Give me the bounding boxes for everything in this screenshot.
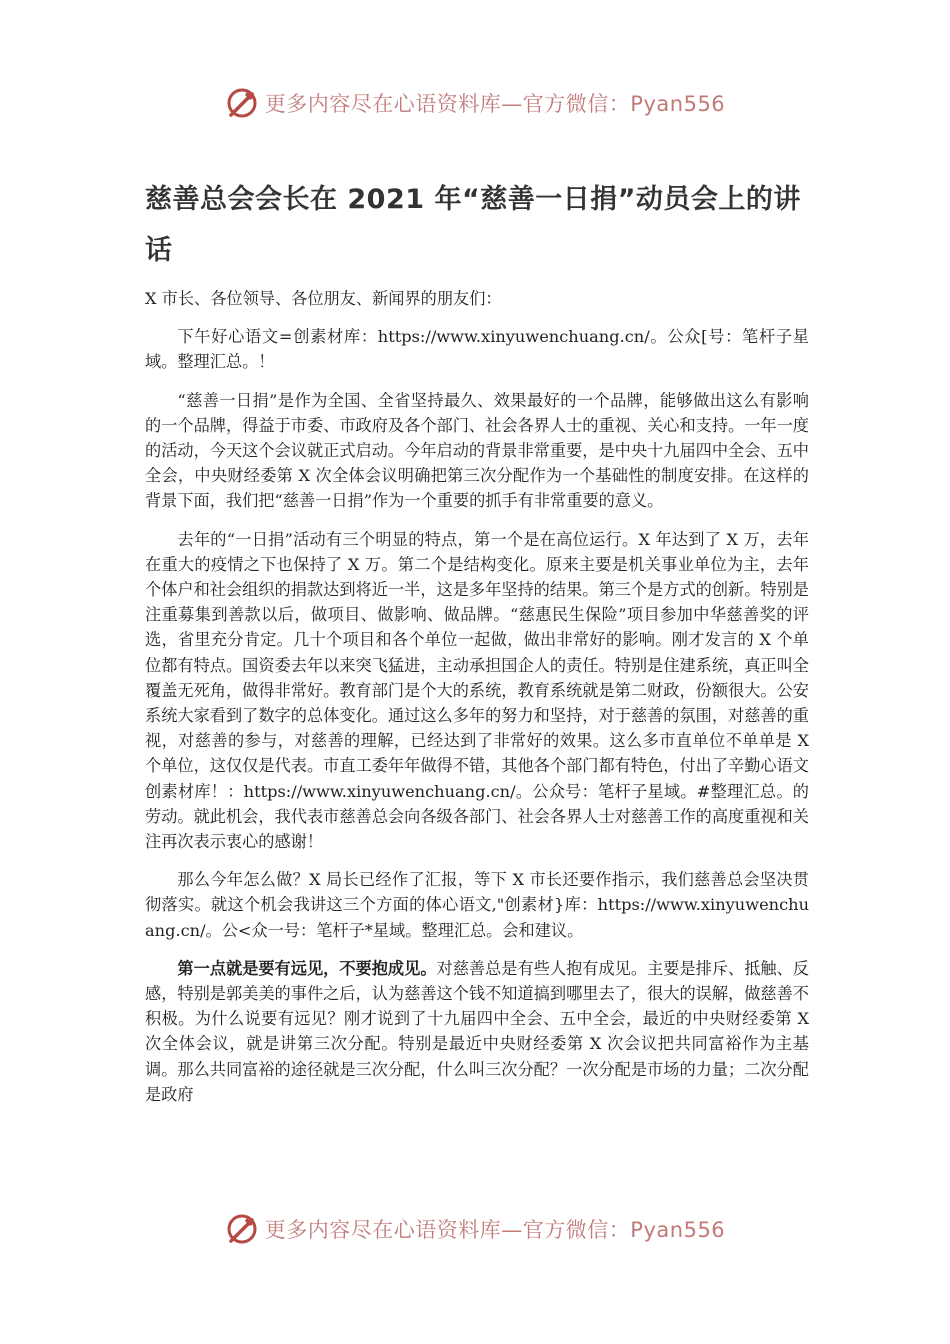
banner-text: 更多内容尽在心语资料库—官方微信：Pyan556 [264, 1218, 726, 1242]
paragraph-3: 去年的“一日捐”活动有三个明显的特点，第一个是在高位运行。X 年达到了 X 万，去年在重大的疫情之下也保持了 X 万。第二个是结构变化。原来主要是机关事业单位为主，去年个体户和社会组织的捐款达到将近一半，这是多年坚持的结果。第三个是方式的创新。特别是注重募集到善款以后，做项目、做影响、做品牌。“慈惠民生保险”项目参加中华慈善奖的评选，省里充分肯定。几十个项目和各个单位一起做，做出非常好的影响。刚才发言的 X 个单位都有特点。国资委去年以来突飞猛进，主动承担国企人的责任。特别是住建系统，真正叫全覆盖无死角，做得非常好。教育部门是个大的系统，教育系统就是第二财政，份额很大。公安系统大家看到了数字的总体变化。通过这么多年的努力和坚持，对于慈善的氛围，对慈善的重视，对慈善的参与，对慈善的理解，已经达到了非常好的效果。这么多市直单位不单单是 X 个单位，这仅仅是代表。市直工委年年做得不错，其他各个部门都有特色，付出了辛勤心语文创素材库！：https://www.xinyuwenchuang.cn/。公众号：笔杆子星域。#整理汇总。的劳动。就此机会，我代表市慈善总会向各级各部门、社会各界人士对慈善工作的高度重视和关注再次表示衷心的感谢！ [145, 529, 809, 852]
document-title: 慈善总会会长在 2021 年“慈善一日捐”动员会上的讲话 [145, 184, 801, 266]
paragraph-5-lead: 第一点就是要有远见，不要抱成见。 [177, 958, 437, 978]
paragraph-5-rest: 对慈善总是有些人抱有成见。主要是排斥、抵触、反感，特别是郭美美的事件之后，认为慈善这个钱不知道搞到哪里去了，很大的误解，做慈善不积极。为什么说要有远见？刚才说到了十九届四中全会、五中全会，最近的中央财经委第 X 次全体会议，就是讲第三次分配。特别是最近中央财经委第 X 次会议把共同富裕作为主基调。那么共同富裕的途径就是三次分配，什么叫三次分配？一次分配是市场的力量；二次分配是政府 [145, 958, 809, 1104]
banner-text: 更多内容尽在心语资料库—官方微信：Pyan556 [264, 92, 726, 116]
paragraph-4: 那么今年怎么做？X 局长已经作了汇报，等下 X 市长还要作指示，我们慈善总会坚决贯彻落实。就这个机会我讲这三个方面的体心语文,"创素材}库：https://www.xinyuwenchuang.cn/。公<众一号：笔杆子*星域。整理汇总。会和建议。 [145, 870, 809, 940]
pen-logo-icon [225, 86, 259, 120]
paragraph-1: 下午好心语文=创素材库：https://www.xinyuwenchuang.cn/。公众[号：笔杆子星域。整理汇总。！ [145, 327, 809, 372]
pen-logo-icon [225, 1212, 259, 1246]
salutation: X 市长、各位领导、各位朋友、新闻界的朋友们： [145, 289, 502, 308]
document-body [145, 174, 809, 1120]
header-banner [0, 86, 950, 120]
paragraph-2: “慈善一日捐”是作为全国、全省坚持最久、效果最好的一个品牌，能够做出这么有影响的一个品牌，得益于市委、市政府及各个部门、社会各界人士的重视、关心和支持。一年一度的活动，今天这个会议就正式启动。今年启动的背景非常重要，是中央十九届四中全会、五中全会，中央财经委第 X 次全体会议明确把第三次分配作为一个基础性的制度安排。在这样的背景下面，我们把“慈善一日捐”作为一个重要的抓手有非常重要的意义。 [145, 390, 809, 511]
footer-banner [0, 1212, 950, 1246]
paragraph-5 [145, 956, 809, 1107]
